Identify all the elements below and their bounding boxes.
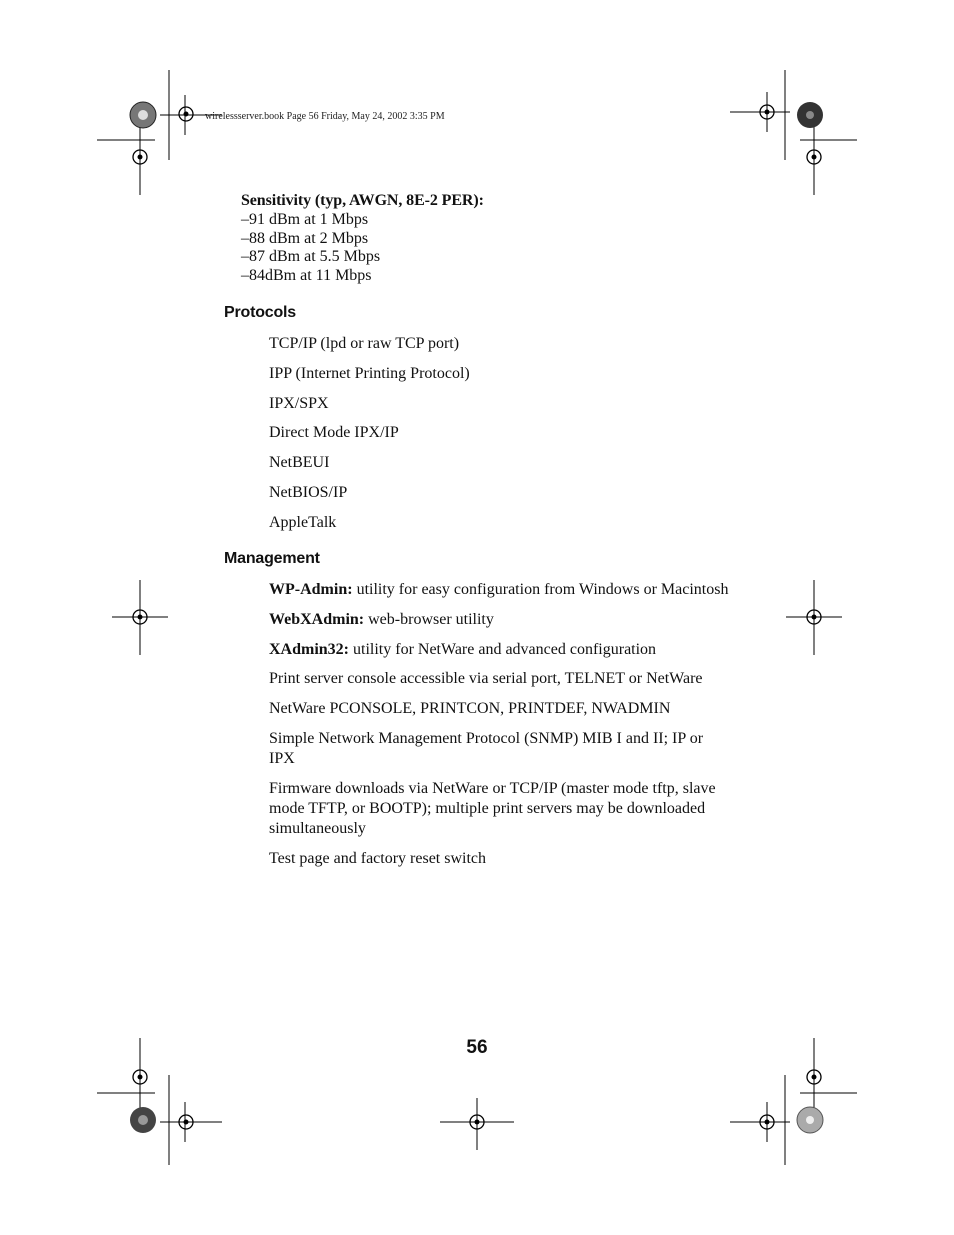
management-item — [269, 729, 731, 769]
item-text: utility for NetWare and advanced configuration — [349, 640, 657, 658]
protocol-item: Direct Mode IPX/IP — [269, 424, 399, 442]
sensitivity-block — [241, 192, 484, 286]
item-text: Print server console accessible via serial port, TELNET or NetWare — [269, 670, 703, 688]
management-list — [269, 580, 731, 878]
sensitivity-line: –87 dBm at 5.5 Mbps — [241, 248, 381, 266]
item-label: WP-Admin: — [269, 581, 353, 598]
protocol-item: IPP (Internet Printing Protocol) — [269, 364, 470, 382]
management-item — [269, 669, 731, 689]
protocol-item: NetBIOS/IP — [269, 483, 348, 501]
management-item — [269, 580, 731, 600]
protocol-item: IPX/SPX — [269, 394, 329, 412]
item-text: Firmware downloads via NetWare or TCP/IP (master mode tftp, slave mode TFTP, or BOOTP); multiple print servers may be downloaded simultaneously — [269, 779, 716, 837]
protocol-item: AppleTalk — [269, 513, 337, 531]
sensitivity-line: –88 dBm at 2 Mbps — [241, 229, 369, 247]
item-text: NetWare PCONSOLE, PRINTCON, PRINTDEF, NWADMIN — [269, 700, 671, 718]
protocols-list — [269, 334, 739, 543]
item-text: web-browser utility — [364, 610, 494, 628]
protocols-heading: Protocols — [224, 304, 296, 321]
protocol-item: NetBEUI — [269, 454, 330, 472]
management-item — [269, 699, 731, 719]
item-text: utility for easy configuration from Windows or Macintosh — [352, 581, 729, 598]
management-item — [269, 640, 731, 660]
protocol-item: TCP/IP (lpd or raw TCP port) — [269, 335, 460, 352]
item-text: Test page and factory reset switch — [269, 849, 487, 867]
page-number: 56 — [466, 1037, 488, 1058]
item-label: WebXAdmin: — [269, 610, 365, 628]
item-text: Simple Network Management Protocol (SNMP) MIB I and II; IP or IPX — [269, 729, 704, 767]
management-item — [269, 849, 731, 869]
management-item — [269, 610, 731, 630]
sensitivity-line: –84dBm at 11 Mbps — [241, 267, 372, 285]
management-item — [269, 779, 731, 839]
sensitivity-line: –91 dBm at 1 Mbps — [241, 210, 369, 228]
management-heading: Management — [224, 550, 320, 567]
sensitivity-heading: Sensitivity (typ, AWGN, 8E-2 PER): — [241, 192, 484, 209]
book-slug-line: wirelessserver.book Page 56 Friday, May 24, 2002 3:35 PM — [205, 111, 445, 122]
item-label: XAdmin32: — [269, 640, 350, 658]
